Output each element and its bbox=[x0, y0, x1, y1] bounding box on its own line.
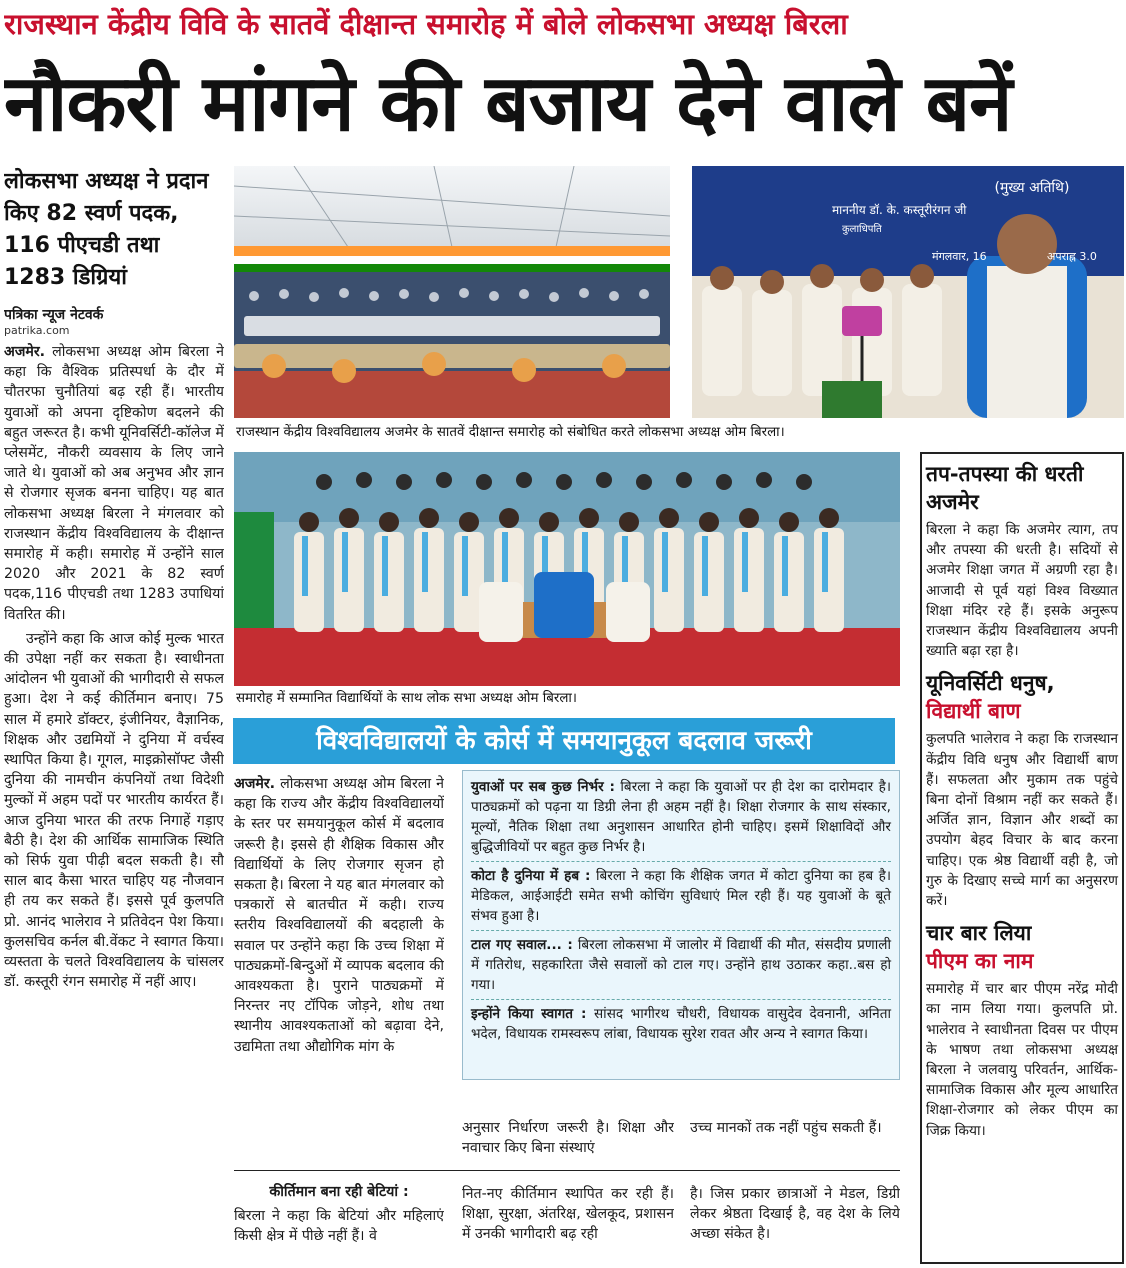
lead-column bbox=[4, 166, 224, 1266]
story2-highlight-box bbox=[462, 770, 900, 1080]
box-item-4: इन्होंने किया स्वागत : सांसद भागीरथ चौधरी, विधायक वासुदेव देवनानी, अनिता भदेल, विधायक रामस्वरूप लांबा, विधायक सुरेश रावत और अन्य ने स्वागत किया। bbox=[471, 1006, 892, 1042]
sidebar-box bbox=[920, 452, 1124, 1264]
sidebar-body-1: बिरला ने कहा कि अजमेर त्याग, तप और तपस्या की धरती है। सदियों से अजमेर शिक्षा जगत में अग्रणी रहा है। आजादी से पूर्व यहां विश्व विख्यात शिक्षा मंदिर रहे हैं। इसके अनुरूप राजस्थान केंद्रीय विश्वविद्यालय अपनी ख्याति बढ़ा रहा है। bbox=[926, 522, 1118, 660]
story2-sub2-col3: है। जिस प्रकार छात्राओं ने मेडल, डिग्री लेकर श्रेष्ठता दिखाई है, वह देश के लिये अच्छा संकेत है। bbox=[690, 1186, 900, 1243]
photo-group bbox=[234, 452, 900, 686]
story2-banner: विश्वविद्यालयों के कोर्स में समयानुकूल बदलाव जरूरी bbox=[233, 718, 895, 764]
story2-column-3: उच्च मानकों तक नहीं पहुंच सकती हैं। bbox=[690, 1120, 882, 1136]
section-divider bbox=[234, 1170, 900, 1171]
byline: पत्रिका न्यूज नेटवर्क bbox=[4, 307, 104, 323]
audience-photo-image bbox=[234, 166, 670, 418]
dateline: अजमेर. bbox=[4, 344, 46, 360]
stage-banner-line5: अपराह्न 3.0 bbox=[1047, 250, 1097, 263]
sidebar-heading-3: चार बार लिया पीएम का नाम bbox=[926, 921, 1034, 974]
box-item-3: टाल गए सवाल... : बिरला लोकसभा में जालोर में विद्यार्थी की मौत, संसदीय प्रणाली में गतिरोध, सहकारिता जैसे सवालों को टाल गए। उन्होंने हाथ उठाकर कहा..बस हो गया। bbox=[471, 937, 892, 993]
story2-column-1: अजमेर. लोकसभा अध्यक्ष ओम बिरला ने कहा कि राज्य और केंद्रीय विश्वविद्यालयों के स्तर पर समयानुकूल कोर्स में बदलाव जरूरी है। इससे ही शैक्षिक विकास और विद्यार्थियों के लिए रोजगार सृजन हो सकता है। बिरला ने यह बात मंगलवार को पत्रकारों से बातचीत में कही। राज्य स्तरीय विश्वविद्यालयों की बदहाली के सवाल पर उन्होंने कहा कि उच्च शिक्षा में पाठ्यक्रमों-बिन्दुओं में व्यापक बदलाव की आवश्यकता है। पुराने पाठ्यक्रमों में निरन्तर नए टॉपिक जोड़ने, शोध तथा स्थानीय आवश्यकताओं को बढ़ावा देने, उद्यमिता तथा औद्योगिक मांग के bbox=[234, 776, 444, 1055]
byline-site: patrika.com bbox=[4, 324, 70, 337]
stage-banner-line1: (मुख्य अतिथि) bbox=[994, 180, 1070, 196]
stage-banner-line2: माननीय डॉ. के. कस्तूरीरंगन जी bbox=[832, 203, 967, 217]
sidebar-heading-1: तप-तपस्या की धरती अजमेर bbox=[926, 462, 1084, 514]
deck: लोकसभा अध्यक्ष ने प्रदान किए 82 स्वर्ण पदक, 116 पीएचडी तथा 1283 डिग्रियां bbox=[4, 169, 209, 290]
stage-banner-line3: कुलाधिपति bbox=[842, 224, 882, 235]
top-photos-caption: राजस्थान केंद्रीय विश्वविद्यालय अजमेर के सातवें दीक्षान्त समारोह को संबोधित करते लोकसभा अध्यक्ष ओम बिरला। bbox=[236, 425, 785, 440]
sidebar-heading-2: यूनिवर्सिटी धनुष, विद्यार्थी बाण bbox=[926, 671, 1055, 724]
photo-speaker bbox=[692, 166, 1124, 418]
lead-paragraph-2: उन्होंने कहा कि आज कोई मुल्क भारत की उपेक्षा नहीं कर सकता है। स्वाधीनता आंदोलन भी युवाओं की भागीदारी से सफल हुआ। देश ने कई कीर्तिमान बनाए। 75 साल में हमारे डॉक्टर, इंजीनियर, वैज्ञानिक, शिक्षक और उद्यमियों ने दुनिया में वर्चस्व स्थापित किया है। गूगल, माइक्रोसॉफ्ट जैसी दुनिया की नामचीन कंपनियों तथा विदेशी मुल्कों में अहम पदों पर भारतीय कार्यरत हैं। आज दुनिया भारत की तरफ निगाहें गड़ाए बैठी है। देश की आर्थिक सामाजिक स्थिति को सिर्फ युवा पीढ़ी बदल सकती है। सौ साल बाद कैसा भारत चाहिए यह नौजवान ही तय कर सकते हैं। इससे पूर्व कुलपति प्रो. आनंद भालेराव ने प्रतिवेदन पेश किया। कुलसचिव कर्नल बी.वेंकट ने स्वागत किया। व्यस्तता के चलते विश्वविद्यालय के चांसलर डॉ. कस्तूरी रंगन समारोह में नहीं आए। bbox=[4, 630, 224, 991]
speaker-photo-image bbox=[692, 166, 1124, 418]
group-photo-image bbox=[234, 452, 900, 686]
story2-sub2-col1: बिरला ने कहा कि बेटियां और महिलाएं किसी क्षेत्र में पीछे नहीं हैं। वे bbox=[234, 1208, 444, 1245]
story2-sub2-col2: नित-नए कीर्तिमान स्थापित कर रही हैं। शिक्षा, सुरक्षा, अंतरिक्ष, खेलकूद, प्रशासन में उनकी भागीदारी बढ़ रही bbox=[462, 1186, 674, 1243]
story2-column-2: अनुसार निर्धारण जरूरी है। शिक्षा और नवाचार किए बिना संस्थाएं bbox=[462, 1120, 674, 1157]
sidebar-body-2: कुलपति भालेराव ने कहा कि राजस्थान केंद्रीय विवि धनुष और विद्यार्थी बाण हैं। सफलता और मुकाम तक पहुंचे बिना दोनों विश्राम नहीं कर सकते हैं। अर्जित ज्ञान, विज्ञान और शब्दों का उपयोग बेहद विचार के बाद करना चाहिए। एक श्रेष्ठ विद्यार्थी वही है, जो गुरु के दिखाए सच्चे मार्ग का अनुसरण करें। bbox=[926, 731, 1118, 910]
box-item-1: युवाओं पर सब कुछ निर्भर : बिरला ने कहा कि युवाओं पर ही देश का दारोमदार है। पाठ्यक्रमों को पढ़ना या डिग्री लेना ही अहम नहीं है। शिक्षा रोजगार के साथ संस्कार, मूल्यों, नैतिक शिक्षा तथा अनुशासन आधारित होनी चाहिए। इसमें शिक्षाविदों और बुद्धिजीवियों पर बहुत कुछ निर्भर है। bbox=[471, 779, 891, 855]
group-photo-caption: समारोह में सम्मानित विद्यार्थियों के साथ लोक सभा अध्यक्ष ओम बिरला। bbox=[236, 691, 577, 706]
lead-paragraph-1: अजमेर. लोकसभा अध्यक्ष ओम बिरला ने कहा कि वैश्विक प्रतिस्पर्धा के दौर में चौतरफा चुनौतियां बढ़ रही हैं। भारतीय युवाओं को अपना दृष्टिकोण बदलने की बहुत जरूरत है। कभी यूनिवर्सिटी-कॉलेज में प्लेसमेंट, नौकरी व्यवसाय के लिए जाने जाते थे। युवाओं को अब अनुभव और ज्ञान से रोजगार सृजक बनना चाहिए। यह बात लोकसभा अध्यक्ष बिरला ने मंगलवार को राजस्थान केंद्रीय विश्वविद्यालय के दीक्षान्त समारोह में कही। समारोह में उन्होंने साल 2020 और 2021 के 82 स्वर्ण पदक,116 पीएचडी तथा 1283 उपाधियां वितरित की। bbox=[4, 344, 224, 623]
main-headline: नौकरी मांगने की बजाय देने वाले बनें bbox=[4, 59, 1012, 149]
stage-banner-line4: मंगलवार, 16 bbox=[932, 250, 987, 263]
sidebar-body-3: समारोह में चार बार पीएम नरेंद्र मोदी का नाम लिया गया। कुलपति प्रो. भालेराव ने स्वाधीनता दिवस पर पीएम के भाषण तथा लोकसभा अध्यक्ष बिरला ने जलवायु परिवर्तन, आर्थिक-सामाजिक विकास और मूल्य आधारित शिक्षा-रोजगार को लेकर पीएम का जिक्र किया। bbox=[926, 981, 1118, 1139]
story2-dateline: अजमेर. bbox=[234, 776, 276, 792]
story2-subhead-2: कीर्तिमान बना रही बेटियां : bbox=[269, 1184, 409, 1200]
photo-audience bbox=[234, 166, 670, 418]
box-item-2: कोटा है दुनिया में हब : बिरला ने कहा कि शैक्षिक जगत में कोटा दुनिया का हब है। मेडिकल, आईआईटी समेत सभी कोचिंग सुविधाएं मिल रही हैं। यह युवाओं के बूते संभव हुआ है। bbox=[471, 868, 891, 924]
kicker-headline: राजस्थान केंद्रीय विवि के सातवें दीक्षान्त समारोह में बोले लोकसभा अध्यक्ष बिरला bbox=[4, 7, 848, 41]
